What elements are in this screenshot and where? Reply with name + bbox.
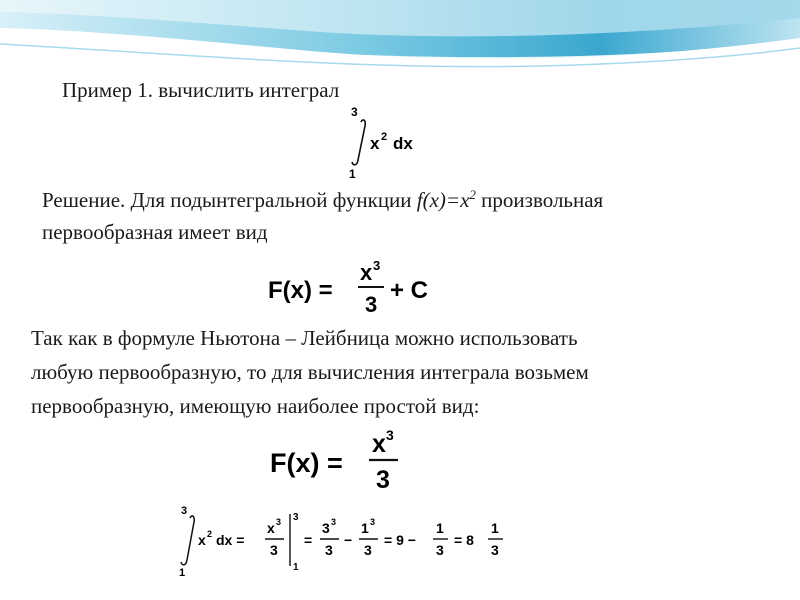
minus-sign: − [344,532,353,548]
eval-upper: 3 [293,512,299,523]
eq-eight: = 8 [454,532,474,548]
frac3-num: 1 [361,520,369,536]
frac2-num-power: 3 [331,517,337,527]
integrand-dx: dx [393,134,413,153]
formula1-lhs: F(x) = [268,277,333,304]
eval-lower: 1 [293,562,299,573]
header-wave-banner [0,0,800,80]
final-lower-limit: 1 [179,567,186,579]
integrand-variable: x [370,134,380,153]
frac4-num: 1 [436,520,444,536]
formula1-numerator-power: 3 [373,258,381,273]
newton-line-3: первообразную, имеющую наиболее простой вид: [31,394,480,418]
integral-sign [352,120,365,165]
formula2-numerator-power: 3 [386,427,394,443]
main-integral-formula [343,102,433,180]
formula2-denominator: 3 [376,466,390,494]
frac5-den: 3 [491,542,499,558]
eq-nine-minus: = 9 − [384,532,416,548]
formula2-numerator: x [372,430,386,458]
solution-line-2: первообразная имеет вид [42,220,268,244]
frac1-den: 3 [270,542,278,558]
final-dx: dx = [216,532,245,548]
eq-sign-1: = [304,532,313,548]
solution-suffix: произвольная [475,188,604,212]
integral-lower-limit: 1 [349,167,356,180]
frac5-num: 1 [491,520,499,536]
solution-prefix: Решение. Для подынтегральной функции [42,188,412,212]
frac4-den: 3 [436,542,444,558]
newton-line-1: Так как в формуле Ньютона – Лейбница можно использовать [31,326,578,350]
formula2-lhs: F(x) = [270,448,343,478]
final-calculation-formula [172,500,532,582]
antiderivative-formula-simple [268,424,418,496]
example-title: Пример 1. вычислить интеграл [62,78,340,102]
frac3-den: 3 [364,542,372,558]
final-upper-limit: 3 [181,505,188,517]
integral-upper-limit: 3 [351,105,358,119]
final-integral-sign [181,516,194,565]
integrand-power: 2 [381,131,388,143]
formula1-numerator: x [360,260,373,285]
formula1-denominator: 3 [365,292,378,317]
frac1-num-power: 3 [276,517,282,527]
final-integrand: x [198,532,206,548]
frac2-den: 3 [325,542,333,558]
newton-line-2: любую первообразную, то для вычисления интеграла возьмем [31,360,589,384]
final-integrand-power: 2 [207,529,213,539]
frac2-num: 3 [322,520,330,536]
frac3-num-power: 3 [370,517,376,527]
antiderivative-formula-general [266,254,446,318]
formula1-plus-c: + C [390,277,429,304]
frac1-num: x [267,520,275,536]
solution-line-1 [42,186,603,214]
solution-function: $f(x)=x^2$ [416,187,476,212]
